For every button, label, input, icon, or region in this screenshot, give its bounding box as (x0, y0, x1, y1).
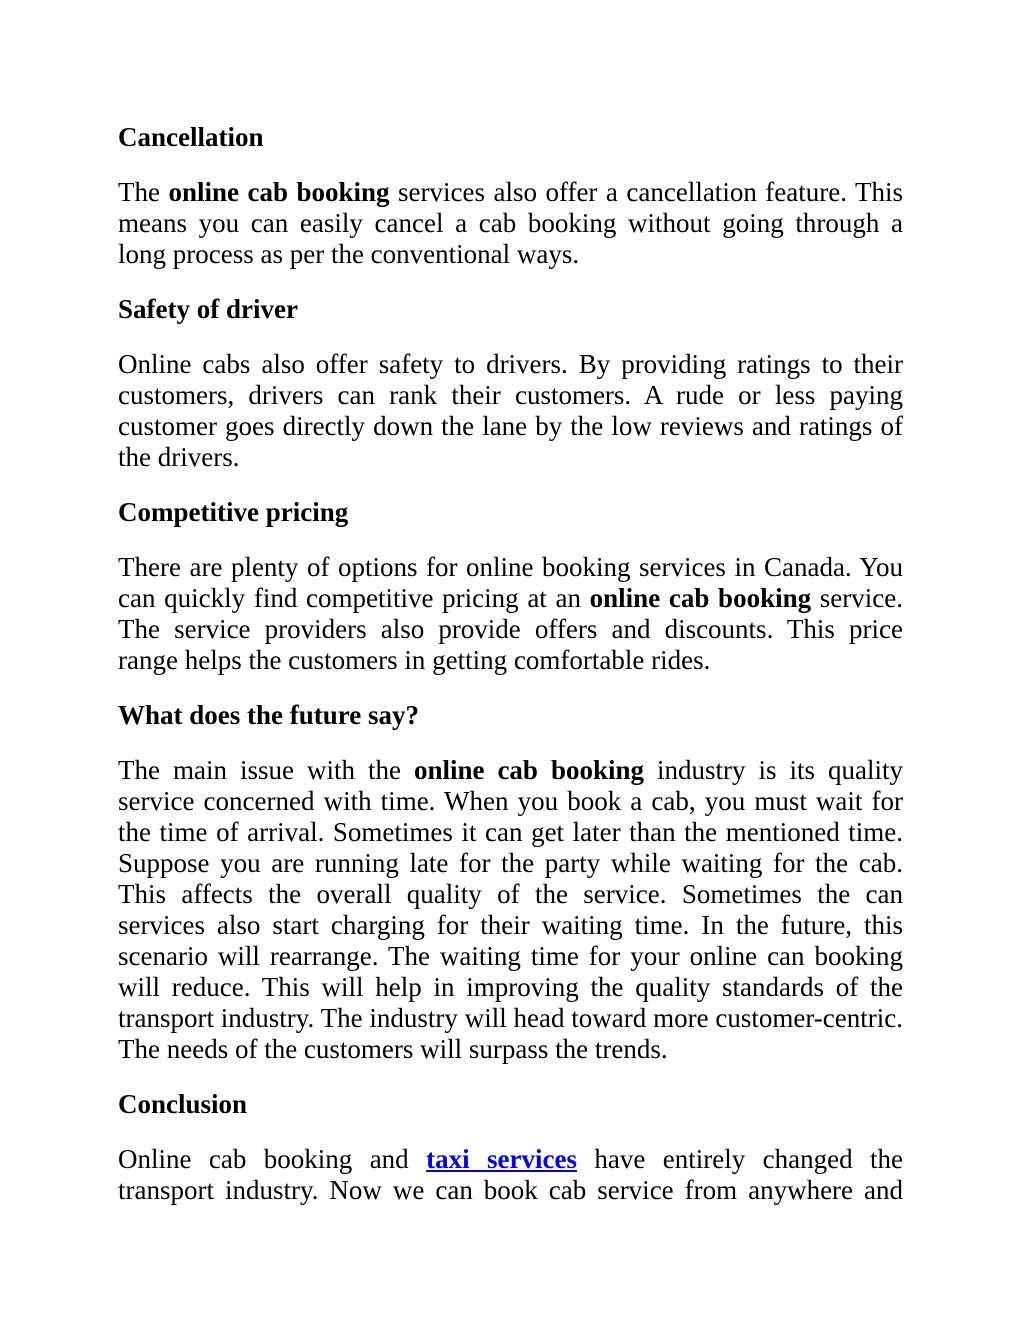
paragraph (118, 349, 903, 473)
section-heading: Cancellation (118, 122, 264, 152)
body-text: Online cab booking and (118, 1144, 427, 1174)
body-text: have entirely changed the transport industry. Now we can book cab service from anywhere and (118, 1144, 903, 1205)
bold-text: online cab booking (589, 583, 812, 613)
section-heading: What does the future say? (118, 700, 420, 730)
paragraph (118, 755, 903, 1065)
section-heading: Conclusion (118, 1089, 248, 1119)
body-text: industry is its quality service concerned with time. When you book a cab, you must wait for the time of arrival. Sometimes it can get later than the mentioned time. Suppose you are running late for the party while waiting for the cab. This affects the overall quality of the service. Sometimes the can services also start charging for their waiting time. In the future, this scenario will rearrange. The waiting time for your online can booking will reduce. This will help in improving the quality standards of the transport industry. The industry will head toward more customer-centric. The needs of the customers will surpass the trends. (118, 755, 903, 1064)
paragraph (118, 1144, 903, 1206)
section-heading: Safety of driver (118, 294, 298, 324)
body-text: The (118, 177, 169, 207)
document-body (118, 122, 903, 1206)
paragraph (118, 177, 903, 270)
bold-text: online cab booking (413, 755, 644, 785)
body-text: service. The service providers also provide offers and discounts. This price range helps the customers in getting comfortable rides. (118, 583, 903, 675)
body-text: services also offer a cancellation feature. This means you can easily cancel a cab booking without going through a long process as per the conventional ways. (118, 177, 903, 269)
section-heading: Competitive pricing (118, 497, 349, 527)
body-text: There are plenty of options for online booking services in Canada. You can quickly find competitive pricing at an (118, 552, 903, 613)
paragraph (118, 552, 903, 676)
body-text: Online cabs also offer safety to drivers. By providing ratings to their customers, drivers can rank their customers. A rude or less paying customer goes directly down the lane by the low reviews and ratings of the drivers. (118, 349, 903, 472)
taxi-services-link[interactable]: taxi services (426, 1144, 577, 1174)
body-text: The main issue with the (118, 755, 414, 785)
bold-text: online cab booking (168, 177, 390, 207)
